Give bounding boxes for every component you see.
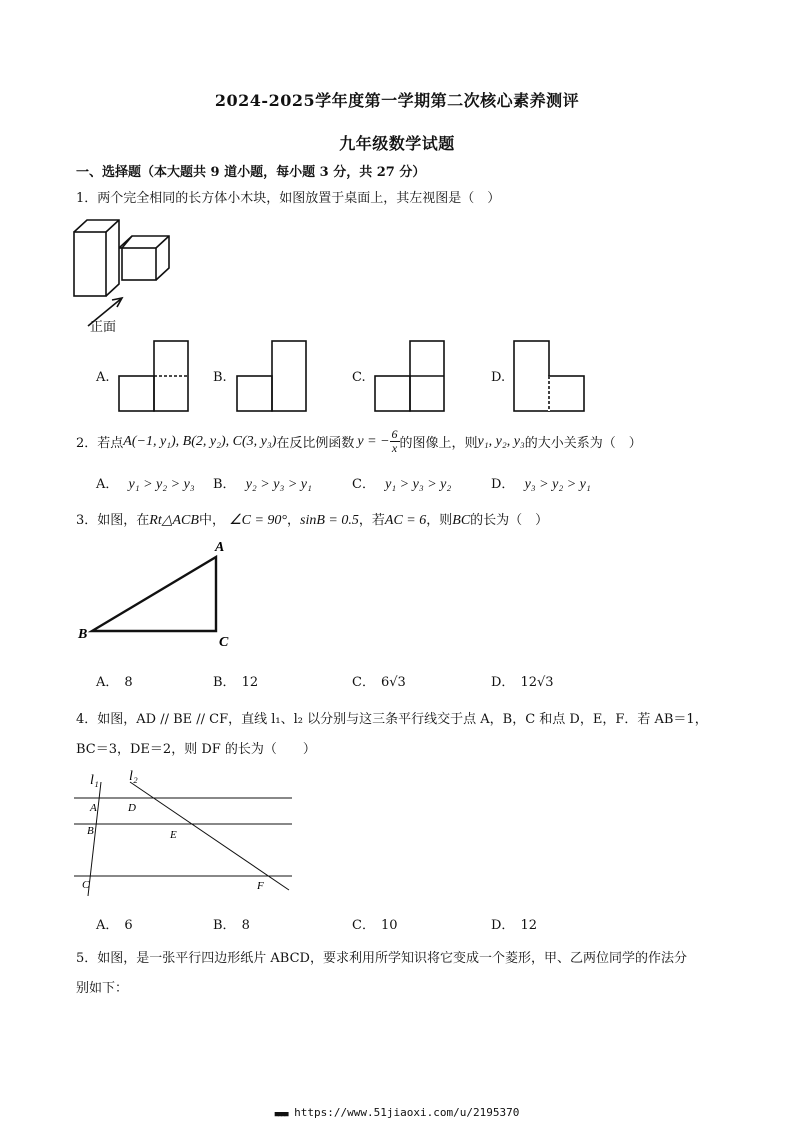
- q3-option-a-label: A．: [96, 675, 119, 690]
- q1-stem: 1．两个完全相同的长方体小木块，如图放置于桌面上，其左视图是（ ）: [76, 191, 501, 206]
- q3-option-a: [96, 671, 133, 690]
- q2-func-lhs: y = −: [357, 433, 390, 449]
- q2-prefix: 2．若点: [76, 436, 124, 451]
- q3-target: BC: [452, 513, 471, 528]
- q4-option-d-label: D．: [491, 918, 515, 933]
- section-heading: 一、选择题（本大题共 9 道小题，每小题 3 分，共 27 分）: [76, 165, 426, 180]
- q3-stem-b: 中，: [198, 513, 225, 528]
- q4-option-a-label: A．: [96, 918, 119, 933]
- q3-option-d-label: D．: [491, 675, 515, 690]
- q1-option-a-figure: [119, 341, 191, 413]
- q4-option-c-text: 10: [380, 918, 398, 933]
- q4-option-b-text: 8: [241, 918, 250, 933]
- page-subtitle: 九年级数学试题: [339, 134, 455, 153]
- q3-cond-angle: ∠C = 90°: [229, 513, 288, 528]
- front-label: 正面: [90, 320, 117, 335]
- q3-option-d: [491, 671, 554, 690]
- q3-option-b-label: B．: [213, 675, 236, 690]
- q1-option-d-figure: [514, 341, 586, 413]
- q1-option-b-figure: [237, 341, 309, 413]
- q4-option-b-label: B．: [213, 918, 236, 933]
- q1-option-d-label: D.: [491, 370, 506, 385]
- q3-stem-e: 的长为（ ）: [470, 513, 549, 528]
- q2-option-a-label: A．: [96, 477, 119, 492]
- q2-option-d-label: D．: [491, 477, 515, 492]
- q2-option-b-text: y₂ > y₃ > y₁: [245, 477, 312, 492]
- q4-option-d-text: 12: [520, 918, 537, 933]
- q4-option-a: [96, 914, 133, 933]
- q4-option-d: [491, 914, 537, 933]
- q2-fraction-denominator: x: [391, 441, 398, 455]
- q3-option-c: [352, 671, 406, 690]
- q3-triangle-figure: [76, 538, 246, 653]
- q4-option-b: [213, 914, 250, 933]
- q2-option-d: [491, 473, 591, 493]
- q1-option-b-label: B.: [213, 370, 227, 385]
- q3-label-b: B: [78, 627, 88, 642]
- q4-label-e: E: [170, 829, 177, 841]
- q5-stem-line2: 别如下：: [76, 981, 129, 996]
- q3-label-a: A: [215, 540, 225, 555]
- q3-stem-d: ，则: [426, 513, 453, 528]
- footer-link[interactable]: https://www.51jiaoxi.com/u/2195370: [294, 1106, 520, 1119]
- q2-points: A(−1, y₁), B(2, y₂), C(3, y₃): [123, 433, 277, 449]
- q2-vars: y₁, y₂, y₃: [477, 433, 525, 449]
- q3-cond-sin: sinB = 0.5: [300, 513, 359, 528]
- q2-option-c: [352, 473, 451, 493]
- q4-stem-line1: 4．如图，AD // BE // CF，直线 l₁、l₂ 以分别与这三条平行线交于点 A，B，C 和点 D，E，F．若 AB＝1，: [76, 712, 708, 727]
- q4-label-l1: l₁: [90, 773, 99, 788]
- q4-label-d: D: [128, 802, 136, 814]
- q2-option-c-text: y₁ > y₃ > y₂: [385, 477, 452, 492]
- q4-option-c: [352, 914, 398, 933]
- q3-cond-ac: AC = 6: [384, 513, 427, 528]
- q3-option-c-label: C．: [352, 675, 375, 690]
- q3-stem-a: 3．如图，在: [76, 513, 150, 528]
- q4-label-a: A: [90, 802, 97, 814]
- page-title: 2024-2025学年度第一学期第二次核心素养测评: [214, 91, 580, 110]
- q3-stem-c: ，若: [358, 513, 385, 528]
- q4-label-c: C: [82, 879, 90, 891]
- q2-tail: 的大小关系为（ ）: [524, 436, 642, 451]
- q2-mid: 在反比例函数: [276, 436, 355, 451]
- q4-option-c-label: C．: [352, 918, 375, 933]
- q4-label-f: F: [257, 880, 264, 892]
- q4-label-l2: l₂: [129, 769, 138, 784]
- footer-mark: ■■■■: [274, 1110, 288, 1118]
- q2-option-a-text: y₁ > y₂ > y₃: [128, 477, 195, 492]
- q2-fraction: [390, 428, 400, 455]
- q2-suffix: 的图像上，则: [399, 436, 478, 451]
- q5-stem-line1: 5．如图，是一张平行四边形纸片 ABCD，要求利用所学知识将它变成一个菱形，甲、乙两位同学的作法分: [76, 951, 687, 966]
- q1-figure: [70, 216, 190, 336]
- q3-label-c: C: [219, 635, 229, 650]
- q2-option-a: [96, 473, 195, 493]
- q2-stem: [76, 428, 642, 455]
- q4-stem-line2: BC＝3，DE＝2，则 DF 的长为（ ）: [76, 742, 316, 757]
- q3-option-b-text: 12: [241, 675, 259, 690]
- q2-fraction-numerator: 6: [391, 427, 398, 441]
- q3-stem: 3．如图，在Rt△ACB中， ∠C = 90°，sinB = 0.5，若AC = 6，则BC的长为（ ）: [76, 513, 549, 528]
- q2-option-c-label: C．: [352, 477, 375, 492]
- q4-label-b: B: [87, 825, 94, 837]
- q3-option-d-text: 12√3: [520, 675, 554, 690]
- q3-option-b: [213, 671, 258, 690]
- q4-figure: [74, 766, 299, 896]
- q3-option-a-text: 8: [124, 675, 133, 690]
- q2-option-b-label: B．: [213, 477, 236, 492]
- footer: [0, 1106, 794, 1119]
- q1-option-c-label: C.: [352, 370, 366, 385]
- q3-option-c-text: 6√3: [380, 675, 406, 690]
- q2-option-d-text: y₃ > y₂ > y₁: [524, 477, 591, 492]
- q1-option-a-label: A.: [96, 370, 110, 385]
- q4-option-a-text: 6: [124, 918, 133, 933]
- q2-option-b: [213, 473, 312, 493]
- q1-option-c-figure: [375, 341, 447, 413]
- q3-triangle: Rt△ACB: [149, 513, 199, 528]
